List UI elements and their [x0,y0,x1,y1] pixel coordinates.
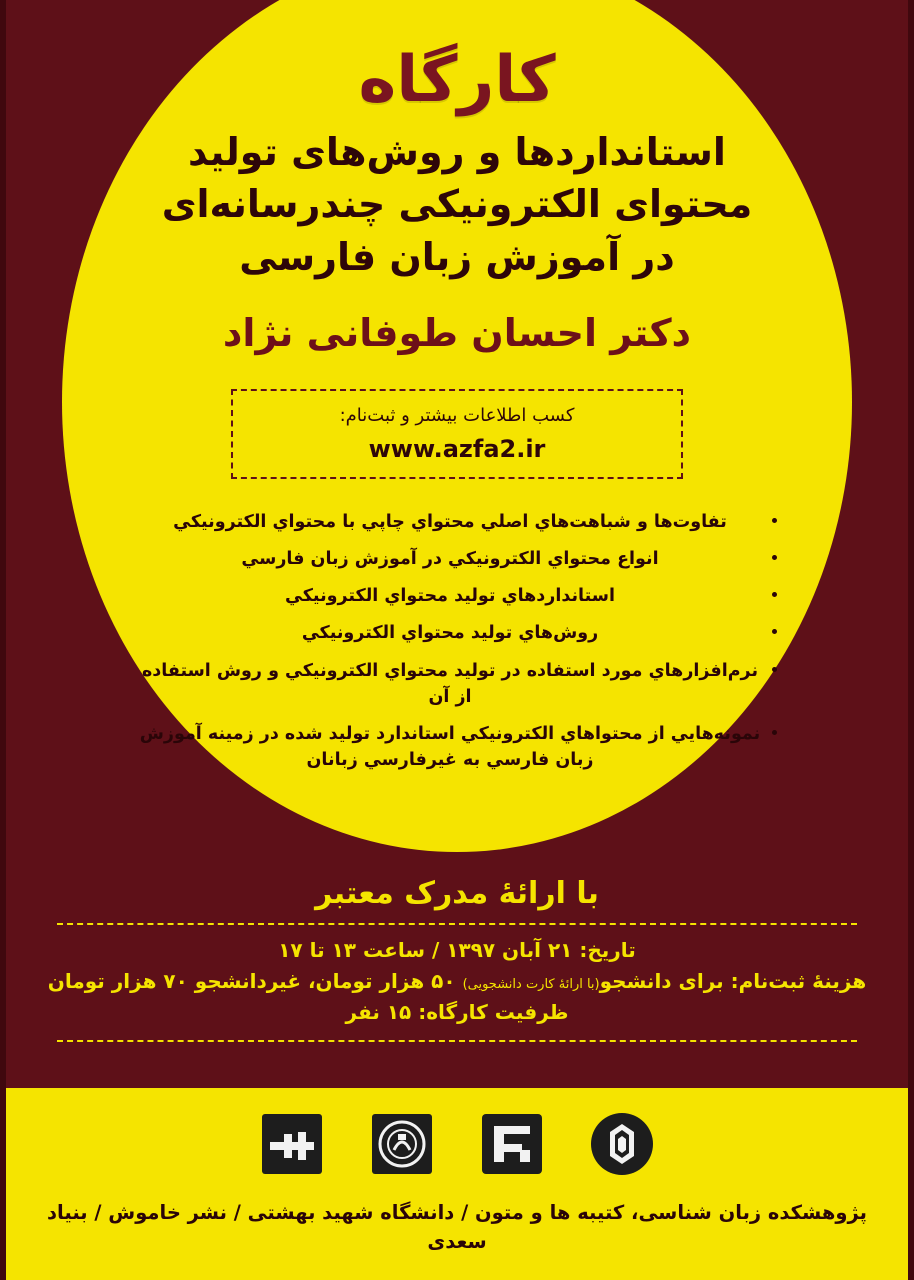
topic-text: استانداردهاي توليد محتواي الکترونيکي [285,586,615,606]
saadi-foundation-logo [260,1112,324,1176]
title-line-2: محتوای الکترونیکی چندرسانه‌ای [161,182,753,227]
bullet-dot-icon [772,667,777,672]
list-item [137,583,777,609]
topic-text: نرم‌افزارهاي مورد استفاده در توليد محتواي الکترونيکي و روش استفاده از آن [141,660,759,707]
poster-right-edge [908,0,914,1280]
fee-line [0,966,914,997]
title-line-1: استانداردها و روش‌های تولید [188,130,726,174]
list-item [137,546,777,572]
registration-prompt: کسب اطلاعات بیشتر و ثبت‌نام: [339,405,575,427]
topic-text: روش‌هاي توليد محتواي الکترونيکي [301,623,599,644]
registration-box [231,389,683,478]
list-item [137,658,777,711]
bullet-dot-icon [772,730,777,735]
bullet-dot-icon [772,555,777,560]
poster-header-content [77,0,837,785]
certificate-note: با ارائۀ مدرک معتبر [315,876,599,911]
bullet-dot-icon [772,592,777,597]
list-item [137,721,777,774]
topics-list [137,509,777,774]
dashed-divider-bottom [57,1040,857,1042]
list-item [137,509,777,535]
title-line-3: در آموزش زبان فارسی [239,234,675,279]
registration-url[interactable]: www.azfa2.ir [368,434,546,463]
dashed-divider-top [57,923,857,925]
poster-footer [0,1088,914,1280]
fee-note: (با ارائۀ کارت دانشجویی) [462,977,600,992]
workshop-label: کارگاه [358,43,556,117]
topic-text: انواع محتواي الکترونيکي در آموزش زبان فارسي [241,548,659,569]
poster-title [77,126,837,283]
speaker-name: دکتر احسان طوفانی نژاد [222,311,692,356]
event-details-section [0,862,914,1080]
shahid-beheshti-university-logo [480,1112,544,1176]
capacity-line: ظرفیت کارگاه: ۱۵ نفر [345,1000,569,1024]
university-seal-logo [370,1112,434,1176]
organizers-text: پژوهشکده زبان شناسی، کتیبه ها و متون / دانشگاه شهید بهشتی / نشر خاموش / بنیاد سعدی [47,1201,867,1254]
bullet-dot-icon [772,518,777,523]
poster-left-edge [0,0,6,1280]
research-institute-logo [590,1112,654,1176]
event-info-lines [0,935,914,1028]
date-line: تاریخ: ۲۱ آبان ۱۳۹۷ / ساعت ۱۳ تا ۱۷ [278,938,636,962]
topic-text: نمونه‌هايي از محتواهاي الکترونيکي استاندارد توليد شده در زمينه آموزش زبان فارسي به غيرفارسي زبانان [139,724,761,771]
fee-suffix: ۵۰ هزار تومان، غیردانشجو ۷۰ هزار تومان [47,969,456,993]
fee-prefix: هزینۀ ثبت‌نام: برای دانشجو [599,969,867,993]
list-item [137,620,777,646]
bullet-dot-icon [772,629,777,634]
topic-text: تفاوت‌ها و شباهت‌هاي اصلي محتواي چاپي با محتواي الکترونيکي [173,511,727,532]
logo-row [0,1088,914,1176]
